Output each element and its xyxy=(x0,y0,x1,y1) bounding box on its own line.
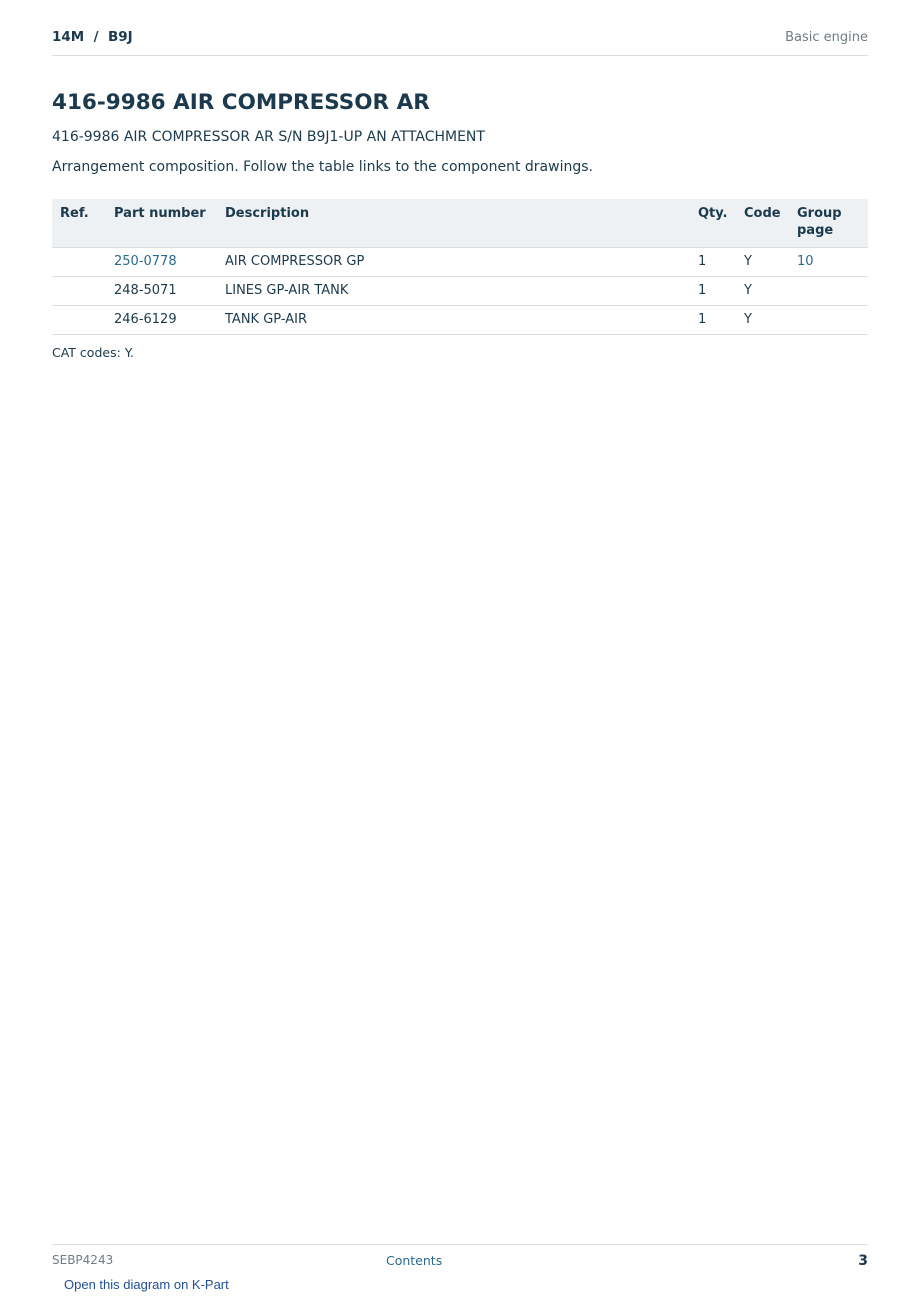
row-code: Y xyxy=(736,277,789,306)
document-page xyxy=(52,0,868,1300)
column-header-group-page xyxy=(789,199,868,248)
row-group-page xyxy=(789,306,868,335)
column-header-qty xyxy=(690,199,736,248)
row-description: LINES GP-AIR TANK xyxy=(217,277,690,306)
row-ref xyxy=(52,277,106,306)
column-header-code: Code xyxy=(736,199,789,248)
row-part-number: 246-6129 xyxy=(106,306,217,335)
parts-table xyxy=(52,199,868,335)
column-header-group-page-label: Group page xyxy=(797,206,842,238)
page-footer xyxy=(52,1244,868,1292)
row-qty: 1 xyxy=(690,248,736,277)
contents-link[interactable]: Contents xyxy=(386,1253,443,1268)
table-header-row xyxy=(52,199,868,248)
row-description: TANK GP-AIR xyxy=(217,306,690,335)
section-name: Basic engine xyxy=(785,30,868,45)
row-qty: 1 xyxy=(690,306,736,335)
row-group-page xyxy=(789,248,868,277)
row-code: Y xyxy=(736,306,789,335)
breadcrumb: 14M / B9J xyxy=(52,29,133,45)
intro-text: Arrangement composition. Follow the table links to the component drawings. xyxy=(52,159,593,175)
page-subtitle: 416-9986 AIR COMPRESSOR AR S/N B9J1-UP AN ATTACHMENT xyxy=(52,129,485,145)
table-row xyxy=(52,277,868,306)
cat-codes-note: CAT codes: Y. xyxy=(52,345,134,360)
column-header-part-number: Part number xyxy=(106,199,217,248)
row-description: AIR COMPRESSOR GP xyxy=(217,248,690,277)
row-qty: 1 xyxy=(690,277,736,306)
page-header xyxy=(52,29,868,56)
table-row xyxy=(52,248,868,277)
row-part-number xyxy=(106,248,217,277)
row-group-page xyxy=(789,277,868,306)
row-code: Y xyxy=(736,248,789,277)
row-part-number: 248-5071 xyxy=(106,277,217,306)
row-ref xyxy=(52,248,106,277)
column-header-description: Description xyxy=(217,199,690,248)
column-header-qty-label: Qty. xyxy=(698,206,728,221)
row-ref xyxy=(52,306,106,335)
part-number-link[interactable]: 250-0778 xyxy=(114,254,177,269)
open-in-kpart-link[interactable]: Open this diagram on K-Part xyxy=(64,1277,229,1292)
page-number: 3 xyxy=(858,1253,868,1269)
group-page-link[interactable]: 10 xyxy=(797,254,814,269)
column-header-ref: Ref. xyxy=(52,199,106,248)
page-title: 416-9986 AIR COMPRESSOR AR xyxy=(52,90,430,115)
table-row xyxy=(52,306,868,335)
document-id: SEBP4243 xyxy=(52,1253,114,1267)
